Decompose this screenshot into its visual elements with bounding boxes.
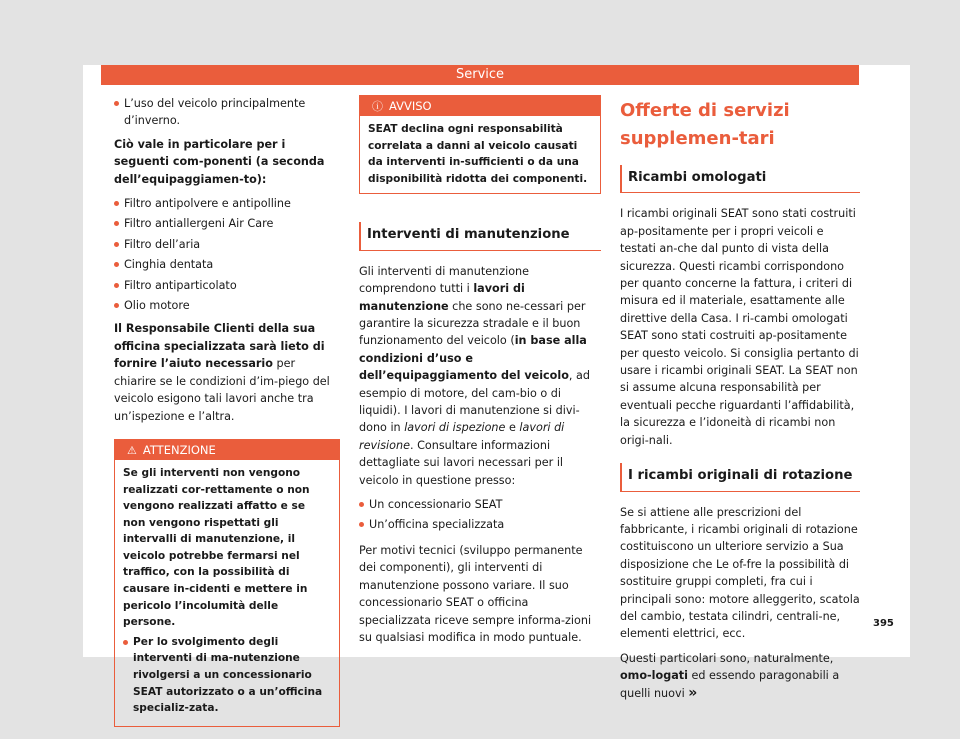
warning-text: Se gli interventi non vengono realizzati cor-rettamente o non vengono realizzati affatto e se non vengono rispettati gli intervalli di manutenzione, il veicolo potrebbe fermarsi nel traffico, con la possibilità di causare in-cidenti e mettere in pericolo l’incolumità delle persone. — [123, 466, 310, 629]
ricambi-omologati-paragraph: I ricambi originali SEAT sono stati costruiti ap-positamente per i propri veicoli e testati an-che dal punto di vista della sicurezza. Questi ricambi corrispondono per quanto concerne la fattura, i criteri di misura ed il materiale, esattamente alle direttive della Casa. I ri-cambi omologati SEAT sono stati costruiti ap-positamente per questo veicolo. Si consiglia pertanto di usare i ricambi originali SEAT. La SEAT non si assume alcuna responsabilità per eventuali pecche riguardanti l’affidabilità, la sicurezza e l’idoneità di ricambi non origi-nali. — [620, 207, 859, 447]
ricambi-rotazione-heading: I ricambi originali di rotazione — [620, 463, 860, 491]
list-item: Cinghia dentata — [114, 256, 340, 273]
text-run-bold: in base alla condizioni d’uso e dell’equipaggiamento del veicolo — [359, 334, 587, 383]
technical-paragraph: Per motivi tecnici (sviluppo permanente dei componenti), gli interventi di manutenzione possono variare. Il suo concessionario SEAT o officina specializzata riceve sempre informa-zioni su qualsiasi modifica in modo puntuale. — [359, 543, 592, 644]
page-number: 395 — [873, 618, 894, 629]
info-circle-icon: ⓘ — [372, 100, 383, 113]
text-run: , ad esempio di motore, del cam-bio o di liquidi). I lavori di manutenzione si divi-dono in — [359, 369, 590, 435]
components-intro: Ciò vale in particolare per i seguenti com-ponenti (a seconda dell’equipaggiamen-to): — [114, 137, 325, 186]
list-item: Un concessionario SEAT — [359, 496, 601, 513]
text-run: ed essendo paragonabili a quelli nuovi — [620, 669, 840, 700]
maintenance-heading: Interventi di manutenzione — [359, 222, 601, 250]
list-item: Filtro antiparticolato — [114, 277, 340, 294]
warning-title: ATTENZIONE — [142, 442, 216, 457]
text-run: . Consultare informazioni dettagliate sui lavori necessari per il veicolo in questione presso: — [359, 438, 564, 487]
components-list — [114, 195, 340, 314]
maintenance-paragraph — [359, 263, 601, 489]
notice-title: AVVISO — [389, 99, 432, 113]
warning-triangle-icon: ⚠ — [127, 443, 137, 457]
responsabile-text: per chiarire se le condizioni d’im-piego del veicolo esigono tali lavori anche tra un’ispezione e l’altra. — [114, 357, 330, 423]
column-1 — [114, 95, 340, 739]
warning-body — [115, 460, 339, 726]
list-item: L’uso del veicolo principalmente d’inverno. — [114, 95, 340, 130]
warning-box — [114, 439, 340, 727]
list-item: Filtro dell’aria — [114, 236, 340, 253]
warning-bullet: Per lo svolgimento degli interventi di ma-nutenzione rivolgersi a un concessionario SEAT autorizzato o a un’officina specializ-zata. — [123, 634, 331, 717]
continue-arrow-icon: » — [688, 684, 698, 701]
particolari-paragraph — [620, 650, 860, 702]
column-3 — [620, 95, 860, 709]
notice-body: SEAT declina ogni responsabilità correlata a danni al veicolo causati da interventi in-sufficienti o da una disponibilità ridotta dei componenti. — [368, 123, 588, 185]
notice-header — [360, 96, 600, 116]
places-list — [359, 496, 601, 534]
text-run: che sono ne-cessari per garantire la sicurezza stradale e il buon funzionamento del veicolo ( — [359, 299, 586, 348]
text-run: Questi particolari sono, naturalmente, — [620, 651, 834, 665]
section-header: Service — [101, 65, 859, 85]
list-item: Filtro antiallergeni Air Care — [114, 215, 340, 232]
text-run: Gli interventi di manutenzione comprendono tutti i — [359, 264, 530, 296]
notice-box — [359, 95, 601, 194]
ricambi-omologati-heading: Ricambi omologati — [620, 165, 860, 193]
text-run-italic: lavori di revisione — [359, 421, 565, 452]
list-item: Olio motore — [114, 297, 340, 314]
list-item: Un’officina specializzata — [359, 516, 601, 533]
offers-title: Offerte di servizi supplemen-tari — [620, 100, 790, 149]
text-run-italic: lavori di ispezione — [404, 421, 506, 435]
text-run-bold: lavori di manutenzione — [359, 282, 525, 313]
responsabile-bold: Il Responsabile Clienti della sua officina specializzata sarà lieto di fornire l’aiuto necessario — [114, 322, 325, 371]
ricambi-rotazione-paragraph: Se si attiene alle prescrizioni del fabbricante, i ricambi originali di rotazione costituiscono un ulteriore servizio a Sua disposizione che Le of-fre la possibilità di sostituire gruppi completi, fra cui i principali sono: motore alleggerito, scatola del cambio, testata cilindri, centrali-ne, elementi elettrici, ecc. — [620, 505, 860, 641]
warning-header — [115, 440, 339, 460]
column-2 — [359, 95, 601, 653]
list-item: Filtro antipolvere e antipolline — [114, 195, 340, 212]
text-run: e — [505, 421, 520, 435]
text-run-bold: omo-logati — [620, 669, 688, 683]
responsabile-paragraph — [114, 320, 340, 424]
